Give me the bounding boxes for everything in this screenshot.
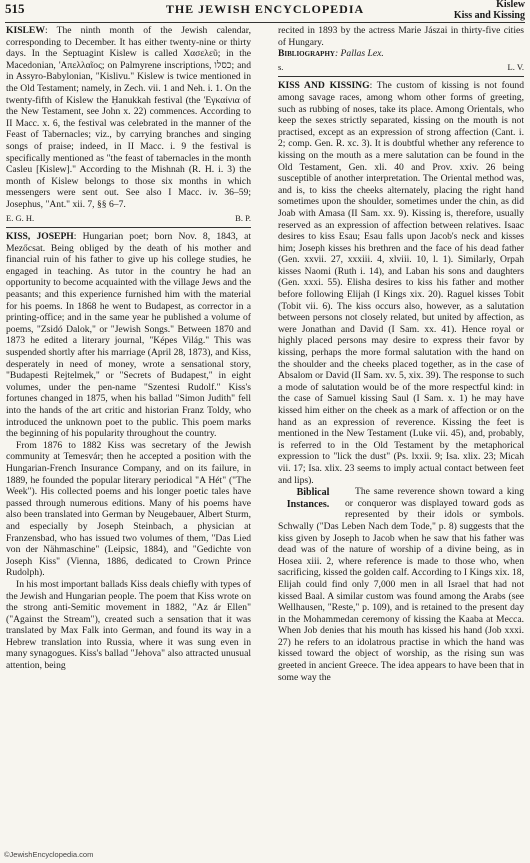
keyword-1: Kislew <box>496 0 525 10</box>
headword-kiss-and-kissing: KISS AND KISSING <box>278 80 370 92</box>
article-kiss-joseph <box>6 231 251 440</box>
signature-right: L. V. <box>507 61 524 72</box>
header-rule <box>5 22 525 23</box>
signature-kiss-joseph <box>278 62 524 74</box>
kiss-joseph-end: recited in 1893 by the actress Marie Jászai in thirty-five cities of Hungary. <box>278 25 524 48</box>
article-kiss-and-kissing <box>278 80 524 486</box>
running-title: THE JEWISH ENCYCLOPEDIA <box>165 2 365 16</box>
running-keywords <box>454 0 525 21</box>
signature-left: s. <box>278 61 284 72</box>
article-kislew <box>6 25 251 211</box>
bibliography-label: Bibliography <box>278 48 335 60</box>
headword-kiss-joseph: KISS, JOSEPH <box>6 231 74 243</box>
article-separator <box>6 227 251 228</box>
bibliography-text: : Pallas Lex. <box>334 48 384 60</box>
kiss-kissing-p2-wrap <box>278 486 524 683</box>
sidehead-line-2: Instances. <box>286 499 330 511</box>
kiss-joseph-p1: : Hungarian poet; born Nov. 8, 1843, at Mezőcsat. Being obliged by the death of his mother and financial ruin of his father to give up his college studies, he engaged in teaching. As tutor in the country he had an opportunity to become acquainted with the village Jews and the peasants; and this experience furnished him with the material for his poems. In 1868 he went to Budapest, as corrector in a printing-office; and in the same year he published a volume of poems, "Zsidó Dalok," or "Jewish Songs." Between 1870 and 1873 he edited a literary journal, "Képes Világ." This was suspended shortly after his marriage (April 28, 1873), and Kiss, desperately in need of money, wrote a sensational story, "Budapesti Rejtelmek," or "Secrets of Budapest," in eight volumes, under the pen-name "Szentesi Rudolf." Kiss's fortunes changed in 1875, when his ballad "Simon Judith" fell into the hands of the art critic and historian Franz Toldy, who introduced the unknown poet to the public. This poem marks the beginning of his popularity throughout the country. <box>6 231 252 440</box>
article-separator <box>278 76 524 77</box>
kislew-text: : The ninth month of the Jewish calendar, corresponding to December. It has either twenty-nine or thirty days. In the Septuagint Kislew is called Χασελεῦ; in the Macedonian, 'Απελλαῖος; on Palmyrene inscriptions, כסלו; and in Assyro-Babylonian, "Kislivu." Kislew is twice mentioned in the Old Testament; namely, in Zech. vii. 1 and Neh. i. 1. On the twenty-fifth of Kislew the Ḥanukkah festival (the 'Εγκαίνια of the New Testament, see John x. 22) commences. According to II Macc. x. 6, the festival was celebrated in the manner of the Feast of Tabernacles; viz., by carrying branches and singing songs of praise; indeed, in II Macc. i. 9 the festival is specifically mentioned as "the feast of tabernacles in the month Casleu [Kislew]." According to the Mishnah (R. H. i. 3) the month of Kislew belongs to those six months in which messengers were sent out. See also I Macc. iv. 36–59; Josephus, "Ant." xii. 7, §§ 6–7. <box>6 25 251 210</box>
sidehead-biblical-instances <box>276 487 340 511</box>
kiss-joseph-p3: In his most important ballads Kiss deals chiefly with types of the Jewish and Hungarian people. The poem that Kiss wrote on the strong anti-Semitic movement in 1882, "Az ár Ellen" ("Against the Stream"), created such a sensation that it was translated by Max Falk into German, and found its way in a Hebrew translation into Russia, where it was sung even in many synagogues. Kiss's ballad "Jehova" also attracted unusual attention, being <box>6 578 252 672</box>
keyword-2: Kiss and Kissing <box>453 10 525 21</box>
page-header <box>0 0 530 22</box>
signature-right: B. P. <box>235 212 251 223</box>
footer-credit: ©JewishEncyclopedia.com <box>4 850 94 859</box>
kiss-joseph-p2: From 1876 to 1882 Kiss was secretary of the Jewish community at Temesvár; then he accepted a position with the Hungarian-French Insurance Company, and on its failure, in 1889, he founded the popular literary periodical "A Hét" ("The Week"). His collected poems and his longer poetic tales have passed through numerous editions. Many of his poems have also been translated into German by Neugebauer, Albert Sturm, and especially by Joseph Steinbach, a physician at Franzensbad, who has issued two volumes of them, "Das Lied von der Nähmaschine" (Leipsic, 1884), and "Gedichte von Joseph Kiss" (Vienna, 1886, dedicated to Crown Prince Rudolph). <box>6 439 251 579</box>
kiss-kissing-p1: : The custom of kissing is not found among savage races, among whom other forms of greeting, such as rubbing of noses, take its place. Among Orientals, who keep the sexes strictly separated, kissing on the mouth is not practised, except as an expression of strong affection (Cant. i. 2; comp. Gen. R. xc. 3). It is doubtful whether any reference to kissing on the mouth as a mere salutation can be found in the Old Testament, Gen. xli. 40 and Prov. xxiv. 26 being susceptible of another interpretation. The Oriental method was, and is, to kiss the cheeks alternately, placing the right hand sometimes upon the shoulder, sometimes under the chin, as did Joab with Amasa (II Sam. xx. 9). Kissing is, therefore, usually reserved as an expression of affection between relatives. Isaac desires to kiss Esau; Esau falls upon Jacob's neck and kisses him; Joseph kisses his brethren and the face of his dead father (Gen. xxvii. 27, xxxiii. 4, xlviii. 10, l. 1). Similarly, Orpah kisses Naomi (Ruth i. 14), and Laban his sons and daughters (Gen. xxxi. 55). Elisha desires to kiss his father and mother before following Elijah (I Kings xix. 20). Raguel kisses Tobit (Tobit vii. 6). The kiss occurs also, however, as a salutation between persons not closely related, but united by affection, as were Jonathan and David (I Sam. xx. 41). Hence royal or highly placed persons may desire to express their favor by kissing, perhaps the more formal salutation with the hand on the shoulder and the cheeks placed together, as in the case of Absalom or David (II Sam. xv. 5, xix. 39). The response to such a mode of salutation would be of the more respectful kind: in the case of Samuel kissing Saul (I Sam. x. 1) he may have kissed him either on the cheek as a mark of affection or on the hand as an expression of reverence. Kissing the feet is mentioned in the New Testament (Luke vii. 45), and, probably, is referred to in the Old Testament by the metaphorical expression to "lick the dust" (Ps. lxxii. 9; Isa. xlix. 23; Micah vii. 17; Isa. xlix. 23 seems to imply actual contact between feet and lips). <box>278 80 524 486</box>
left-column <box>6 25 251 672</box>
headword-kislew: KISLEW <box>6 25 45 36</box>
bibliography <box>278 48 524 60</box>
right-column <box>278 25 524 683</box>
kiss-kissing-p2: The same reverence shown toward a king or conqueror was displayed toward gods as represented by their idols or symbols. Schwally ("Das Leben Nach dem Tode," p. 8) suggests that the kiss given by Joseph to Jacob when he saw that his father was dead was of the nature of worship of a divine being, as in Hosea xiii. 2, where reference is made to those who, when sacrificing, kissed the golden calf. According to I Kings xix. 18, Elijah could find only 7,000 men in all Israel that had not kissed Baal. A similar custom was found among the Arabs (see Wellhausen, "Reste," p. 109), and is retained to the present day in the Mohammedan ceremony of kissing the Kaaba at Mecca. When Job denies that his mouth has kissed his hand (Job xxxi. 27) he refers to an idolatrous practise in which the hand was kissed toward the object of worship, as the rising sun was greeted in ancient Greece. The idea appears to have been that in some way the <box>278 486 524 683</box>
signature-kislew <box>6 213 251 225</box>
sidehead-line-1: Biblical <box>296 487 330 499</box>
page-number: 515 <box>5 1 25 16</box>
signature-left: E. G. H. <box>6 212 35 223</box>
